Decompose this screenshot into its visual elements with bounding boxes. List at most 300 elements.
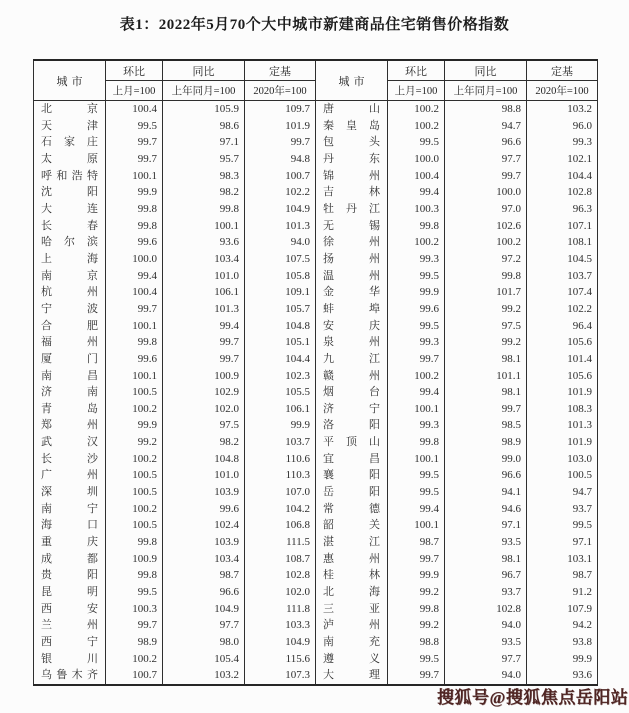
- city-name: 太原: [41, 152, 98, 165]
- mom-cell: 99.2: [106, 434, 163, 451]
- table-row: [34, 467, 598, 484]
- mom-cell: 99.4: [106, 268, 163, 285]
- yoy-cell: 93.5: [445, 534, 527, 551]
- yoy-cell: 98.6: [163, 118, 245, 135]
- yoy-cell: 101.1: [445, 368, 527, 385]
- mom-cell: 99.5: [388, 484, 445, 501]
- mom-cell: 100.2: [388, 118, 445, 135]
- header-fixed-left: 定基: [245, 60, 316, 81]
- table-row: [34, 601, 598, 618]
- mom-cell: 99.8: [388, 218, 445, 235]
- city-cell: [316, 584, 388, 601]
- city-cell: [316, 667, 388, 685]
- city-name: 石家庄: [41, 136, 98, 149]
- table-row: [34, 234, 598, 251]
- city-name: 深圳: [41, 486, 98, 499]
- yoy-cell: 102.9: [163, 384, 245, 401]
- city-cell: [34, 401, 106, 418]
- city-name: 湛江: [323, 536, 380, 549]
- yoy-cell: 97.7: [163, 617, 245, 634]
- fixed-cell: 104.4: [527, 168, 598, 185]
- fixed-cell: 111.5: [245, 534, 316, 551]
- yoy-cell: 98.1: [445, 551, 527, 568]
- city-name: 锦州: [323, 169, 380, 182]
- city-name: 长沙: [41, 452, 98, 465]
- yoy-cell: 98.9: [445, 434, 527, 451]
- mom-cell: 99.5: [388, 268, 445, 285]
- yoy-cell: 97.1: [445, 517, 527, 534]
- city-name: 济宁: [323, 402, 380, 415]
- header-yoy-right: 同比: [445, 60, 527, 81]
- city-name: 洛阳: [323, 419, 380, 432]
- table-row: [34, 567, 598, 584]
- mom-cell: 98.7: [388, 534, 445, 551]
- table-row: [34, 501, 598, 518]
- city-name: 济南: [41, 386, 98, 399]
- city-cell: [316, 201, 388, 218]
- mom-cell: 100.0: [388, 151, 445, 168]
- yoy-cell: 104.9: [163, 601, 245, 618]
- yoy-cell: 103.4: [163, 251, 245, 268]
- city-cell: [316, 251, 388, 268]
- yoy-cell: 96.6: [445, 467, 527, 484]
- fixed-cell: 108.3: [527, 401, 598, 418]
- yoy-cell: 104.8: [163, 451, 245, 468]
- fixed-cell: 99.9: [245, 417, 316, 434]
- city-name: 温州: [323, 269, 380, 282]
- table-header: [34, 60, 598, 101]
- mom-cell: 99.5: [388, 318, 445, 335]
- yoy-cell: 101.0: [163, 467, 245, 484]
- city-cell: [34, 251, 106, 268]
- yoy-cell: 100.2: [445, 234, 527, 251]
- yoy-cell: 99.8: [163, 201, 245, 218]
- mom-cell: 99.3: [388, 417, 445, 434]
- yoy-cell: 98.0: [163, 634, 245, 651]
- city-cell: [34, 101, 106, 118]
- fixed-cell: 107.1: [527, 218, 598, 235]
- city-cell: [34, 384, 106, 401]
- city-cell: [34, 268, 106, 285]
- mom-cell: 100.9: [106, 551, 163, 568]
- yoy-cell: 99.7: [445, 168, 527, 185]
- city-cell: [34, 301, 106, 318]
- city-name: 重庆: [41, 536, 98, 549]
- yoy-cell: 98.1: [445, 351, 527, 368]
- fixed-cell: 105.1: [245, 334, 316, 351]
- fixed-cell: 102.8: [245, 567, 316, 584]
- city-cell: [316, 467, 388, 484]
- city-cell: [34, 184, 106, 201]
- city-name: 安庆: [323, 319, 380, 332]
- yoy-cell: 98.2: [163, 184, 245, 201]
- table-row: [34, 417, 598, 434]
- city-cell: [316, 384, 388, 401]
- mom-cell: 98.8: [388, 634, 445, 651]
- table-row: [34, 168, 598, 185]
- city-cell: [316, 234, 388, 251]
- mom-cell: 99.7: [106, 301, 163, 318]
- fixed-cell: 98.7: [527, 567, 598, 584]
- table-row: [34, 517, 598, 534]
- city-cell: [34, 234, 106, 251]
- fixed-cell: 106.1: [245, 401, 316, 418]
- header-city-right: 城市: [316, 60, 388, 101]
- city-name: 福州: [41, 336, 98, 349]
- city-name: 武汉: [41, 436, 98, 449]
- table-row: [34, 284, 598, 301]
- mom-cell: 99.3: [388, 251, 445, 268]
- city-cell: [316, 517, 388, 534]
- city-cell: [316, 401, 388, 418]
- fixed-cell: 107.3: [245, 667, 316, 685]
- city-cell: [316, 634, 388, 651]
- page-title: 表1：2022年5月70个大中城市新建商品住宅销售价格指数: [119, 17, 510, 33]
- city-name: 徐州: [323, 236, 380, 249]
- yoy-cell: 102.4: [163, 517, 245, 534]
- yoy-cell: 96.6: [445, 134, 527, 151]
- mom-cell: 100.2: [106, 651, 163, 668]
- yoy-cell: 99.7: [445, 401, 527, 418]
- mom-cell: 100.3: [388, 201, 445, 218]
- fixed-cell: 105.7: [245, 301, 316, 318]
- city-cell: [34, 118, 106, 135]
- mom-cell: 100.2: [388, 101, 445, 118]
- mom-cell: 100.2: [388, 368, 445, 385]
- table-row: [34, 384, 598, 401]
- fixed-cell: 102.2: [245, 184, 316, 201]
- mom-cell: 99.8: [388, 434, 445, 451]
- city-cell: [316, 218, 388, 235]
- fixed-cell: 104.4: [245, 351, 316, 368]
- city-cell: [34, 417, 106, 434]
- city-name: 金华: [323, 286, 380, 299]
- yoy-cell: 105.9: [163, 101, 245, 118]
- city-cell: [34, 567, 106, 584]
- yoy-cell: 99.6: [163, 501, 245, 518]
- fixed-cell: 101.3: [527, 417, 598, 434]
- city-name: 南京: [41, 269, 98, 282]
- yoy-cell: 100.0: [445, 184, 527, 201]
- mom-cell: 99.6: [106, 351, 163, 368]
- city-cell: [316, 134, 388, 151]
- city-cell: [34, 601, 106, 618]
- city-cell: [316, 318, 388, 335]
- city-name: 广州: [41, 469, 98, 482]
- yoy-cell: 99.2: [445, 334, 527, 351]
- city-name: 惠州: [323, 552, 380, 565]
- header-row-1: [34, 60, 598, 81]
- mom-cell: 99.7: [106, 151, 163, 168]
- city-name: 杭州: [41, 286, 98, 299]
- city-cell: [316, 451, 388, 468]
- fixed-cell: 105.6: [527, 368, 598, 385]
- city-name: 北海: [323, 586, 380, 599]
- fixed-cell: 99.7: [245, 134, 316, 151]
- yoy-cell: 97.7: [445, 151, 527, 168]
- city-name: 青岛: [41, 402, 98, 415]
- header-fixed-right: 定基: [527, 60, 598, 81]
- city-cell: [316, 417, 388, 434]
- city-cell: [34, 218, 106, 235]
- fixed-cell: 100.7: [245, 168, 316, 185]
- fixed-cell: 99.9: [527, 651, 598, 668]
- fixed-cell: 102.1: [527, 151, 598, 168]
- yoy-cell: 101.7: [445, 284, 527, 301]
- city-cell: [316, 168, 388, 185]
- yoy-cell: 106.1: [163, 284, 245, 301]
- city-name: 成都: [41, 552, 98, 565]
- mom-cell: 100.2: [106, 501, 163, 518]
- mom-cell: 99.8: [106, 567, 163, 584]
- table-row: [34, 551, 598, 568]
- city-name: 郑州: [41, 419, 98, 432]
- city-cell: [34, 667, 106, 685]
- fixed-cell: 96.4: [527, 318, 598, 335]
- mom-cell: 99.8: [106, 534, 163, 551]
- mom-cell: 99.9: [388, 567, 445, 584]
- fixed-cell: 105.8: [245, 268, 316, 285]
- table-row: [34, 101, 598, 118]
- yoy-cell: 94.7: [445, 118, 527, 135]
- table-row: [34, 617, 598, 634]
- header-mom-left: 环比: [106, 60, 163, 81]
- fixed-cell: 93.6: [527, 667, 598, 685]
- fixed-cell: 105.5: [245, 384, 316, 401]
- table-row: [34, 534, 598, 551]
- yoy-cell: 97.7: [445, 651, 527, 668]
- city-name: 兰州: [41, 619, 98, 632]
- city-cell: [34, 368, 106, 385]
- table-row: [34, 151, 598, 168]
- header-yoy-base-right: 上年同月=100: [445, 81, 527, 101]
- fixed-cell: 101.3: [245, 218, 316, 235]
- city-cell: [316, 334, 388, 351]
- table-row: [34, 268, 598, 285]
- city-cell: [34, 634, 106, 651]
- yoy-cell: 101.0: [163, 268, 245, 285]
- mom-cell: 99.8: [106, 334, 163, 351]
- city-cell: [316, 368, 388, 385]
- city-cell: [316, 151, 388, 168]
- city-cell: [34, 501, 106, 518]
- city-name: 平顶山: [323, 436, 380, 449]
- yoy-cell: 94.1: [445, 484, 527, 501]
- city-name: 牡丹江: [323, 202, 380, 215]
- city-name: 南充: [323, 636, 380, 648]
- city-name: 秦皇岛: [323, 119, 380, 132]
- city-cell: [316, 284, 388, 301]
- city-name: 丹东: [323, 152, 380, 165]
- fixed-cell: 96.3: [527, 201, 598, 218]
- fixed-cell: 104.9: [245, 634, 316, 651]
- mom-cell: 99.2: [388, 584, 445, 601]
- header-mom-right: 环比: [388, 60, 445, 81]
- mom-cell: 100.5: [106, 384, 163, 401]
- table-body: [34, 101, 598, 685]
- mom-cell: 99.6: [106, 234, 163, 251]
- city-name: 西宁: [41, 636, 98, 648]
- fixed-cell: 115.6: [245, 651, 316, 668]
- yoy-cell: 98.5: [445, 417, 527, 434]
- mom-cell: 99.5: [388, 651, 445, 668]
- yoy-cell: 102.8: [445, 601, 527, 618]
- fixed-cell: 109.1: [245, 284, 316, 301]
- city-cell: [34, 584, 106, 601]
- city-name: 贵阳: [41, 569, 98, 582]
- header-yoy-left: 同比: [163, 60, 245, 81]
- mom-cell: 99.2: [388, 617, 445, 634]
- yoy-cell: 99.7: [163, 351, 245, 368]
- city-name: 银川: [41, 652, 98, 665]
- fixed-cell: 111.8: [245, 601, 316, 618]
- table-row: [34, 118, 598, 135]
- mom-cell: 99.7: [106, 134, 163, 151]
- city-cell: [34, 334, 106, 351]
- fixed-cell: 103.3: [245, 617, 316, 634]
- fixed-cell: 104.2: [245, 501, 316, 518]
- mom-cell: 100.1: [388, 451, 445, 468]
- city-name: 上海: [41, 252, 98, 265]
- fixed-cell: 101.9: [527, 434, 598, 451]
- city-name: 襄阳: [323, 469, 380, 482]
- fixed-cell: 103.1: [527, 551, 598, 568]
- fixed-cell: 103.2: [527, 101, 598, 118]
- mom-cell: 98.9: [106, 634, 163, 651]
- yoy-cell: 100.9: [163, 368, 245, 385]
- city-name: 韶关: [323, 519, 380, 532]
- table-row: [34, 218, 598, 235]
- city-cell: [34, 534, 106, 551]
- fixed-cell: 102.8: [527, 184, 598, 201]
- city-name: 大连: [41, 202, 98, 215]
- city-cell: [34, 467, 106, 484]
- table-row: [34, 134, 598, 151]
- table-row: [34, 434, 598, 451]
- city-cell: [316, 434, 388, 451]
- mom-cell: 100.1: [106, 368, 163, 385]
- city-name: 乌鲁木齐: [41, 669, 98, 682]
- header-mom-base-left: 上月=100: [106, 81, 163, 101]
- fixed-cell: 107.5: [245, 251, 316, 268]
- city-cell: [34, 617, 106, 634]
- table-row: [34, 201, 598, 218]
- fixed-cell: 99.3: [527, 134, 598, 151]
- table-row: [34, 318, 598, 335]
- yoy-cell: 100.1: [163, 218, 245, 235]
- yoy-cell: 93.7: [445, 584, 527, 601]
- yoy-cell: 99.2: [445, 301, 527, 318]
- city-cell: [34, 134, 106, 151]
- mom-cell: 99.4: [388, 184, 445, 201]
- city-name: 岳阳: [323, 486, 380, 499]
- city-name: 扬州: [323, 252, 380, 265]
- city-cell: [316, 501, 388, 518]
- yoy-cell: 99.0: [445, 451, 527, 468]
- yoy-cell: 103.9: [163, 484, 245, 501]
- yoy-cell: 103.9: [163, 534, 245, 551]
- mom-cell: 100.4: [106, 101, 163, 118]
- table-row: [34, 301, 598, 318]
- mom-cell: 100.4: [106, 284, 163, 301]
- yoy-cell: 95.7: [163, 151, 245, 168]
- mom-cell: 99.9: [106, 184, 163, 201]
- fixed-cell: 108.7: [245, 551, 316, 568]
- mom-cell: 99.3: [388, 334, 445, 351]
- mom-cell: 99.9: [388, 284, 445, 301]
- city-cell: [316, 601, 388, 618]
- city-cell: [316, 268, 388, 285]
- city-name: 无锡: [323, 219, 380, 232]
- yoy-cell: 96.7: [445, 567, 527, 584]
- yoy-cell: 97.2: [445, 251, 527, 268]
- yoy-cell: 98.2: [163, 434, 245, 451]
- yoy-cell: 103.4: [163, 551, 245, 568]
- city-name: 包头: [323, 136, 380, 149]
- mom-cell: 100.1: [388, 517, 445, 534]
- yoy-cell: 93.5: [445, 634, 527, 651]
- city-name: 桂林: [323, 569, 380, 582]
- fixed-cell: 110.3: [245, 467, 316, 484]
- mom-cell: 99.8: [106, 201, 163, 218]
- city-name: 长春: [41, 219, 98, 232]
- mom-cell: 100.5: [106, 467, 163, 484]
- mom-cell: 100.2: [106, 401, 163, 418]
- mom-cell: 99.7: [388, 351, 445, 368]
- watermark: 搜狐号@搜狐焦点岳阳站: [437, 688, 629, 707]
- yoy-cell: 98.7: [163, 567, 245, 584]
- yoy-cell: 103.2: [163, 667, 245, 685]
- city-name: 南宁: [41, 502, 98, 515]
- city-name: 宜昌: [323, 452, 380, 465]
- mom-cell: 100.1: [388, 401, 445, 418]
- header-city-left: 城市: [34, 60, 106, 101]
- city-name: 吉林: [323, 186, 380, 199]
- table-row: [34, 368, 598, 385]
- city-cell: [316, 351, 388, 368]
- yoy-cell: 99.8: [445, 268, 527, 285]
- mom-cell: 99.9: [106, 417, 163, 434]
- city-cell: [316, 301, 388, 318]
- fixed-cell: 91.2: [527, 584, 598, 601]
- fixed-cell: 103.0: [527, 451, 598, 468]
- mom-cell: 100.1: [106, 318, 163, 335]
- header-yoy-base-left: 上年同月=100: [163, 81, 245, 101]
- city-cell: [316, 534, 388, 551]
- table-row: [34, 401, 598, 418]
- city-cell: [34, 201, 106, 218]
- fixed-cell: 104.9: [245, 201, 316, 218]
- mom-cell: 100.3: [106, 601, 163, 618]
- table-row: [34, 451, 598, 468]
- yoy-cell: 94.6: [445, 501, 527, 518]
- city-name: 宁波: [41, 302, 98, 315]
- fixed-cell: 107.9: [527, 601, 598, 618]
- fixed-cell: 105.6: [527, 334, 598, 351]
- mom-cell: 100.5: [106, 484, 163, 501]
- fixed-cell: 100.5: [527, 467, 598, 484]
- fixed-cell: 93.7: [527, 501, 598, 518]
- city-cell: [316, 651, 388, 668]
- mom-cell: 99.8: [106, 218, 163, 235]
- city-cell: [34, 451, 106, 468]
- yoy-cell: 96.6: [163, 584, 245, 601]
- city-cell: [316, 118, 388, 135]
- table-row: [34, 251, 598, 268]
- fixed-cell: 107.0: [245, 484, 316, 501]
- city-name: 蚌埠: [323, 302, 380, 315]
- fixed-cell: 94.0: [245, 234, 316, 251]
